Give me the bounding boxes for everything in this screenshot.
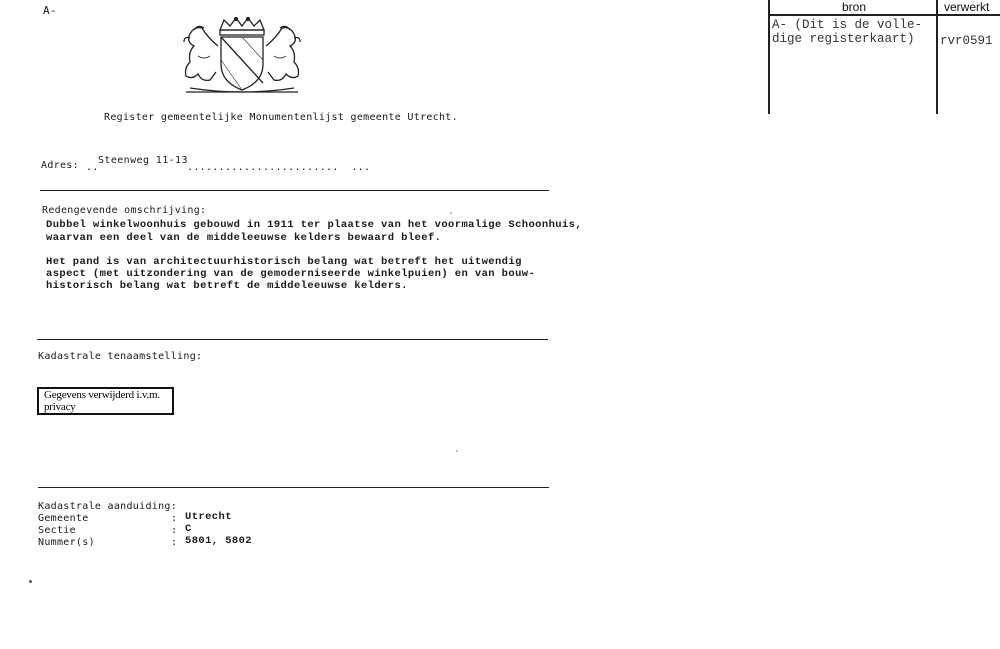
verwerkt-cell: rvr0591 bbox=[940, 34, 993, 48]
bron-table bbox=[768, 0, 1000, 114]
bron-header: bron bbox=[842, 0, 867, 14]
description-line-5: historisch belang wat betreft de middeleeuwse kelders. bbox=[46, 280, 408, 292]
aanduiding-value-sectie: C bbox=[185, 523, 192, 535]
divider-1 bbox=[40, 190, 549, 191]
aanduiding-sep: : bbox=[171, 525, 178, 536]
coat-of-arms-icon bbox=[180, 16, 304, 96]
aanduiding-sep: : bbox=[171, 537, 178, 548]
aanduiding-label: Kadastrale aanduiding: bbox=[38, 501, 178, 512]
address-leader-after: ........................ ... bbox=[187, 162, 371, 173]
scan-speck bbox=[29, 580, 32, 583]
corner-mark: A- bbox=[43, 4, 57, 17]
bron-cell-line-1: A- (Dit is de volle- bbox=[772, 18, 923, 32]
aanduiding-key-sectie: Sectie bbox=[38, 525, 76, 536]
aanduiding-value-gemeente: Utrecht bbox=[185, 511, 232, 523]
description-line-4: aspect (met uitzondering van de gemoderniseerde winkelpuien) en van bouw- bbox=[46, 268, 536, 280]
verwerkt-header: verwerkt bbox=[944, 0, 990, 14]
description-line-1: Dubbel winkelwoonhuis gebouwd in 1911 ter plaatse van het voormalige Schoonhuis, bbox=[46, 219, 583, 231]
scan-speck bbox=[456, 450, 458, 452]
address-leader-before: .. bbox=[86, 162, 99, 173]
tenaamstelling-label: Kadastrale tenaamstelling: bbox=[38, 351, 203, 362]
description-label: Redengevende omschrijving: bbox=[42, 205, 207, 216]
address-label: Adres: bbox=[41, 160, 79, 171]
description-line-3: Het pand is van architectuurhistorisch belang wat betreft het uitwendig bbox=[46, 256, 522, 268]
bron-table-divider bbox=[936, 0, 938, 114]
privacy-notice-box: Gegevens verwijderd i.v.m. privacy bbox=[37, 387, 174, 415]
bron-table-header-border bbox=[768, 14, 1000, 16]
aanduiding-key-gemeente: Gemeente bbox=[38, 513, 89, 524]
scan-speck bbox=[450, 212, 452, 214]
bron-table-left-border bbox=[768, 0, 770, 114]
address-value: Steenweg 11-13 bbox=[98, 155, 188, 166]
aanduiding-sep: : bbox=[171, 513, 178, 524]
aanduiding-key-nummers: Nummer(s) bbox=[38, 537, 95, 548]
description-line-2: waarvan een deel van de middeleeuwse kelders bewaard bleef. bbox=[46, 232, 442, 244]
divider-3 bbox=[38, 487, 549, 488]
divider-2 bbox=[37, 339, 548, 340]
aanduiding-value-nummers: 5801, 5802 bbox=[185, 535, 253, 547]
bron-cell-line-2: dige registerkaart) bbox=[772, 32, 915, 46]
page-title: Register gemeentelijke Monumentenlijst gemeente Utrecht. bbox=[104, 112, 458, 123]
